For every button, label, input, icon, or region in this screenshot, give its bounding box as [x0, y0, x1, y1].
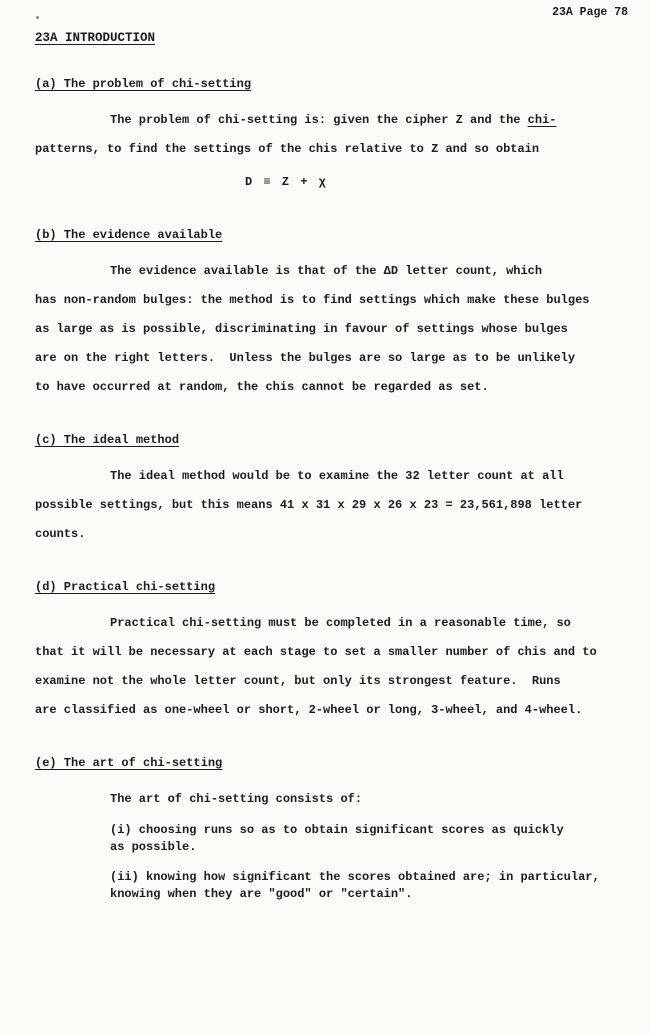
section-heading: (b) The evidence available — [35, 228, 223, 242]
section-heading: (c) The ideal method — [35, 433, 180, 447]
sections — [35, 76, 630, 903]
text-line: The problem of chi-setting is: given the cipher Z and the chi- — [110, 113, 557, 127]
paragraph — [35, 609, 630, 725]
text-line: The evidence available is that of the ΔD letter count, which — [110, 264, 543, 278]
text-line: The ideal method would be to examine the 32 letter count at all — [110, 469, 564, 483]
text-line: possible settings, but this means 41 x 31 x 29 x 26 x 23 = 23,561,898 letter — [35, 498, 583, 512]
section — [35, 227, 630, 402]
paragraph — [35, 462, 630, 549]
section — [35, 432, 630, 549]
section — [35, 76, 630, 197]
formula-chi-equation: D ≡ Z + χ — [245, 175, 328, 189]
list-item — [110, 822, 630, 856]
page-title: 23A INTRODUCTION — [35, 31, 156, 45]
text-line: as large as is possible, discriminating in favour of settings whose bulges — [35, 322, 568, 336]
text-line: are on the right letters. Unless the bulges are so large as to be unlikely — [35, 351, 576, 365]
text-line: are classified as one-wheel or short, 2-wheel or long, 3-wheel, and 4-wheel. — [35, 703, 583, 717]
scan-speck — [36, 16, 39, 19]
section — [35, 755, 630, 903]
text-line: knowing when they are "good" or "certain". — [110, 887, 413, 901]
paragraph — [35, 257, 630, 402]
list-item — [110, 869, 630, 903]
text-line: (ii) knowing how significant the scores obtained are; in particular, — [110, 870, 600, 884]
underlined-term: chi- — [527, 113, 557, 127]
section-heading: (d) Practical chi-setting — [35, 580, 216, 594]
section — [35, 579, 630, 725]
text-line: (i) choosing runs so as to obtain significant scores as quickly — [110, 823, 564, 837]
text-line: patterns, to find the settings of the chis relative to Z and so obtain — [35, 142, 540, 156]
paragraph — [35, 106, 630, 164]
text-line: examine not the whole letter count, but only its strongest feature. Runs — [35, 674, 561, 688]
page-number-label: 23A Page 78 — [552, 6, 628, 19]
section-heading: (a) The problem of chi-setting — [35, 77, 252, 91]
text-line: to have occurred at random, the chis cannot be regarded as set. — [35, 380, 489, 394]
intro-line: The art of chi-setting consists of: — [110, 792, 363, 806]
text-line: Practical chi-setting must be completed in a reasonable time, so — [110, 616, 571, 630]
text-line: that it will be necessary at each stage to set a smaller number of chis and to — [35, 645, 597, 659]
section-heading: (e) The art of chi-setting — [35, 756, 223, 770]
text-line: as possible. — [110, 840, 197, 854]
text-line: counts. — [35, 527, 86, 541]
text-line: has non-random bulges: the method is to find settings which make these bulges — [35, 293, 590, 307]
